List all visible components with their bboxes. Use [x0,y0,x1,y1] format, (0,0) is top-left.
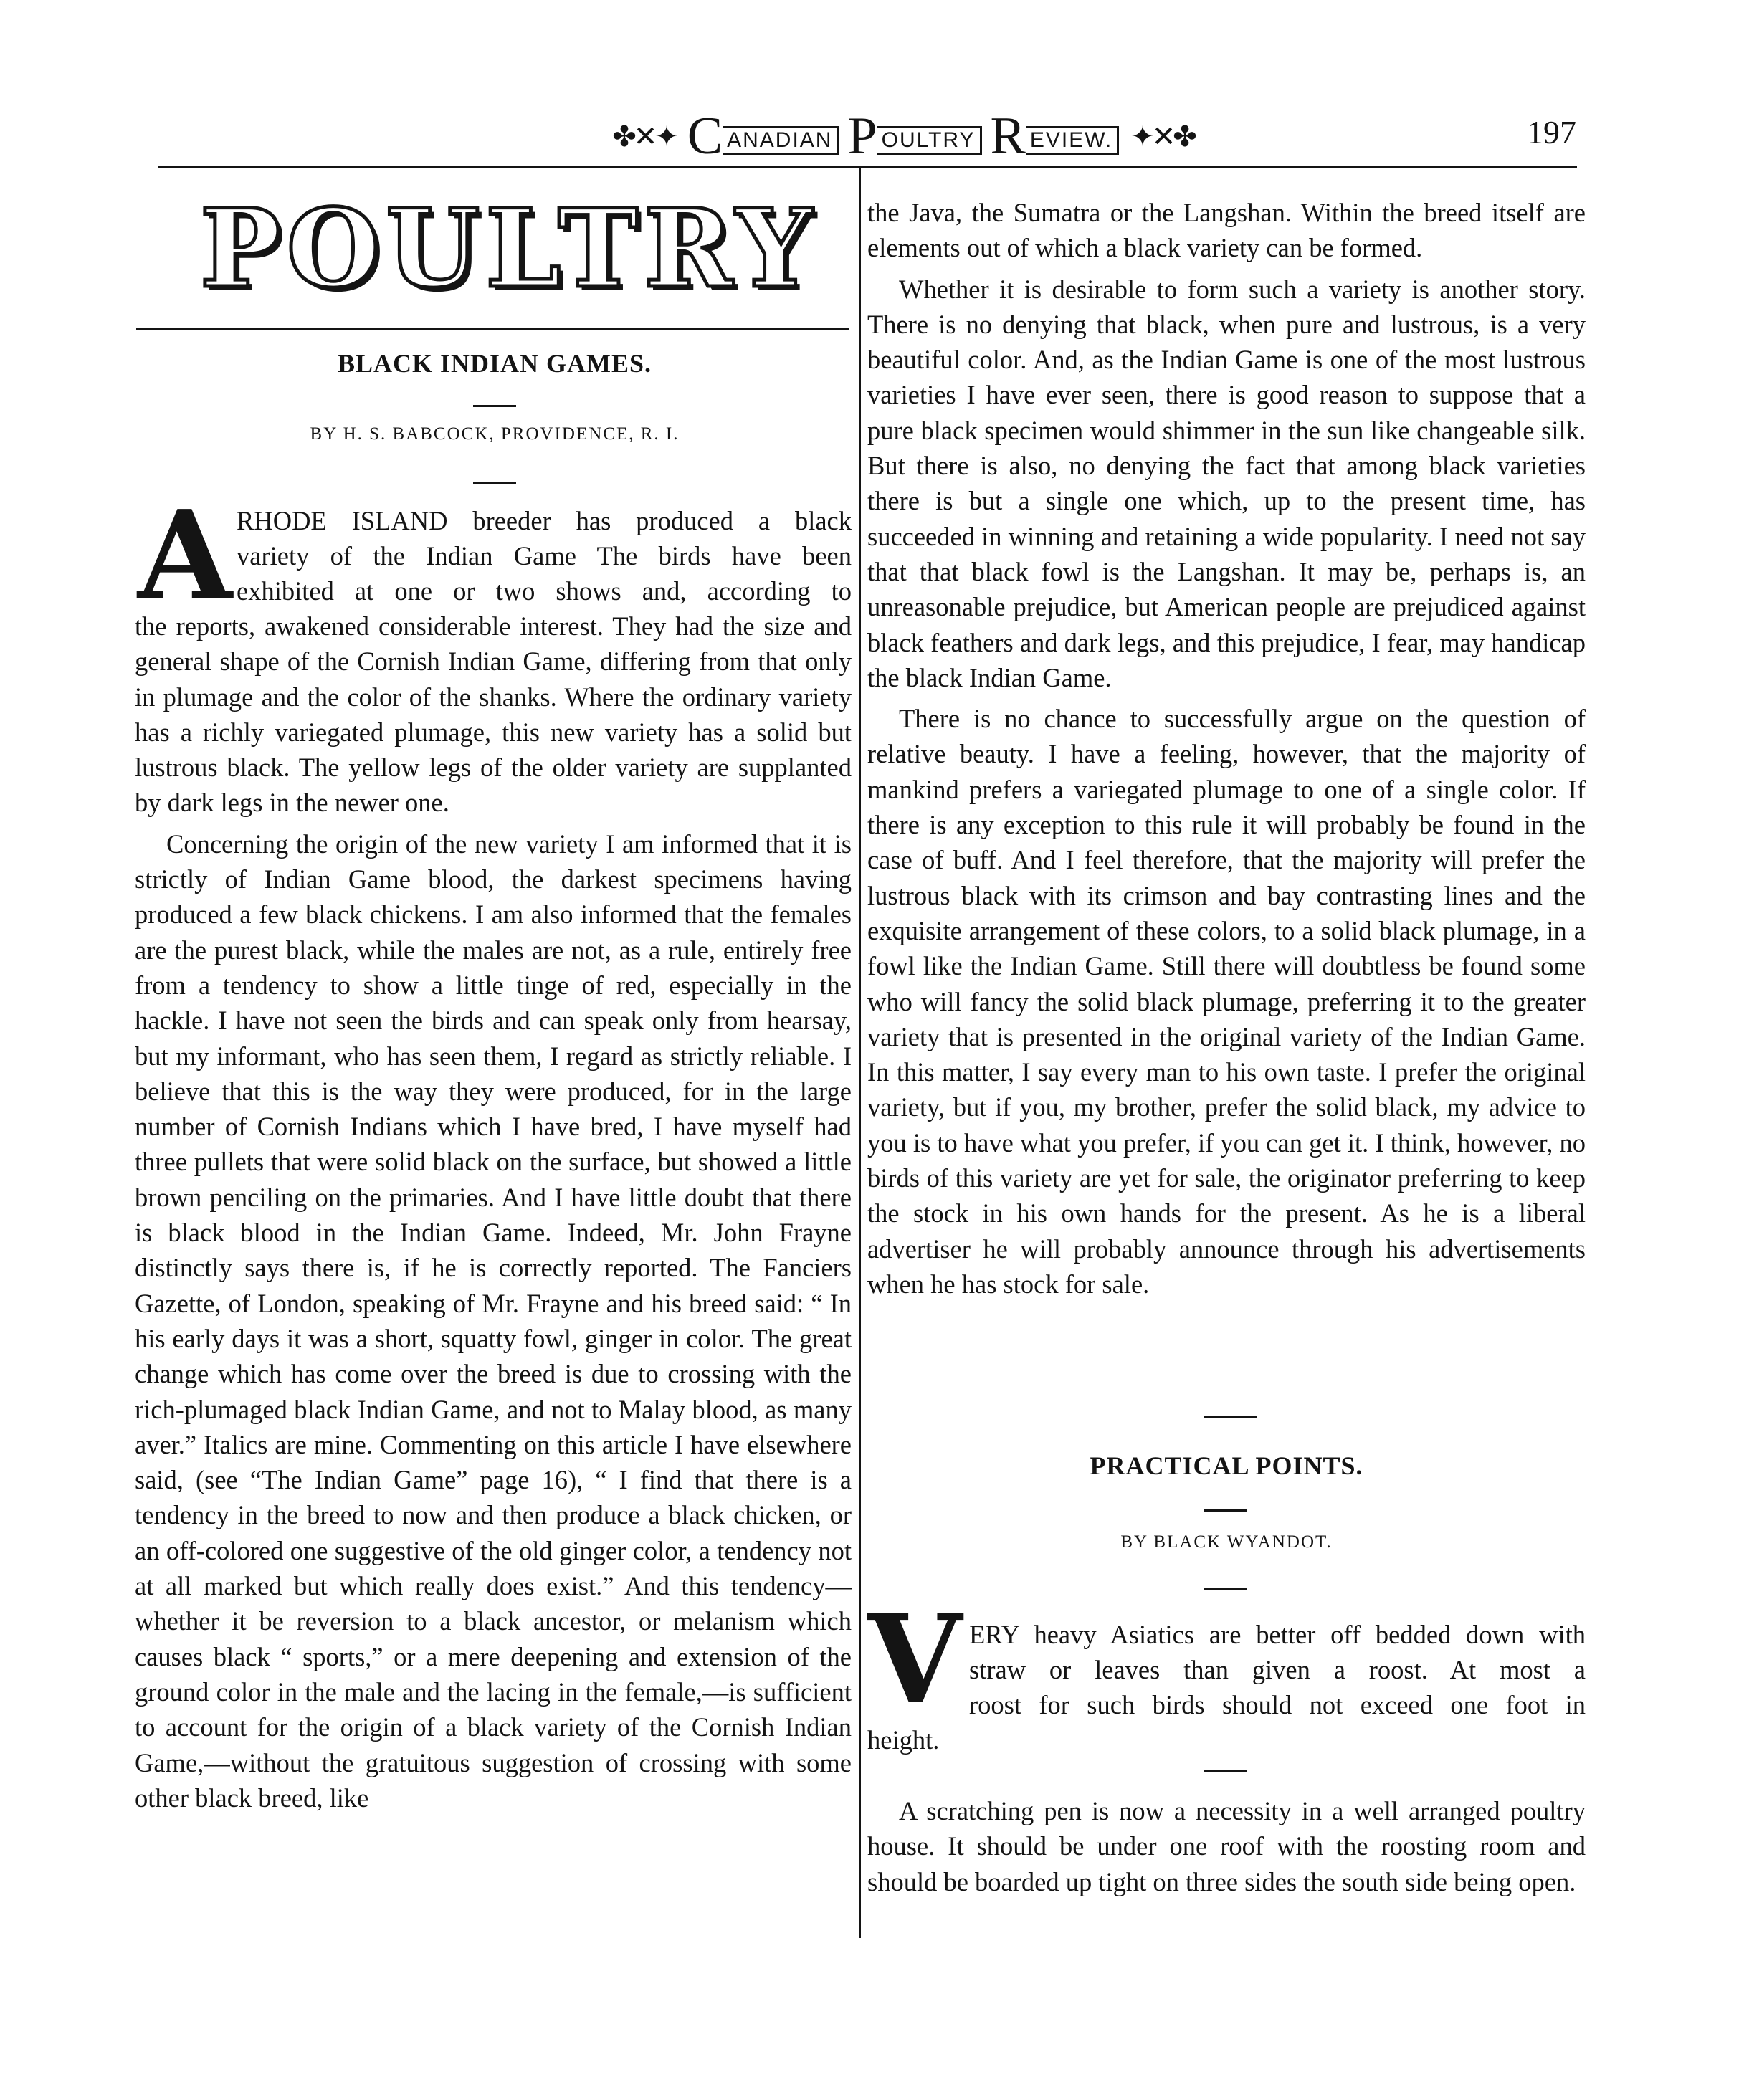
drop-line-3: roost for such birds should not exceed one foot in [969,1690,1586,1719]
ornament-left: ✤✕✦ [612,120,676,153]
ornament-right: ✦✕✤ [1130,120,1194,153]
drop-line-2: straw or leaves than given a roost. At most a [969,1655,1586,1684]
point-separator-rule [1204,1770,1247,1772]
drop-line-1: ERY heavy Asiatics are better off bedded down with [969,1620,1586,1649]
right-column [867,195,1586,1302]
article-separator-rule [1204,1416,1257,1418]
byline-rule [1204,1588,1247,1590]
masthead [612,107,1194,166]
masthead-rest: ANADIAN [723,126,839,155]
right-column-lower [867,1793,1586,1899]
drop-cap: A [138,484,232,627]
drop-line-1: RHODE ISLAND breeder has produced a black [237,506,852,535]
right-column-lower [867,1722,1586,1757]
article-title: BLACK INDIAN GAMES. [337,349,652,378]
title-rule [473,405,516,407]
drop-cap: V [867,1588,962,1731]
paragraph: the Java, the Sumatra or the Langshan. Within the breed itself are elements out of which a black variety can be formed. [867,198,1586,263]
page-number: 197 [1527,114,1576,151]
paragraph: height. [867,1725,940,1755]
drop-line-2: variety of the Indian Game The birds have been [237,541,852,571]
masthead-cap: P [847,107,877,166]
paragraph: Whether it is desirable to form such a variety is another story. There is no denying that black, when pure and lustrous, is a very beautiful color. And, as the Indian Game is one of the most lustrous varieties I have ever seen, there is good reason to suppose that a pure black specimen would shimmer in the sun like changeable silk. But there is also, no denying the fact that among black varieties there is but a single one which, up to the present time, has succeeded in winning and retaining a wide popularity. I need not say that that black fowl is the Langshan. It may be, perhaps is, an unreasonable prejudice, but American people are prejudiced against black feathers and dark legs, and this prejudice, I fear, may handicap the black Indian Game. [867,274,1586,692]
header-rule [158,166,1577,168]
masthead-cap: C [687,107,723,166]
article-byline: BY H. S. BABCOCK, PROVIDENCE, R. I. [310,424,680,444]
paragraph: There is no chance to successfully argue on the question of relative beauty. I have a feeling, however, that the majority of mankind prefers a variegated plumage to one of a single color. If there is any exception to this rule it will probably be found in the case of buff. And I feel therefore, that the majority will prefer the lustrous black with its crimson and bay contrasting lines and the exquisite arrangement of these colors, to a solid black plumage, in a fowl like the Indian Game. Still there will doubtless be found some who will fancy the solid black plumage, preferring it to the greater variety that is presented in the original variety of the Indian Game. In this matter, I say every man to his own taste. I prefer the original variety, but if you, my brother, prefer the solid black, my advice to you is to have what you prefer, if you can get it. I think, however, no birds of this variety are yet for sale, the originator preferring to keep the stock in his own hands for the present. As he is a liberal advertiser he will probably announce through his advertisements when he has stock for sale. [867,704,1586,1299]
byline-rule [473,482,516,484]
masthead-word-canadian [687,107,839,166]
paragraph: Concerning the origin of the new variety I am informed that it is strictly of Indian Game blood, the darkest specimens having produced a few black chickens. I am also informed that the females are the purest black, while the males are not, as a rule, entirely free from a tendency to show a little tinge of red, especially in the hackle. I have not seen the birds and can speak only from hearsay, but my informant, who has seen them, I regard as strictly reliable. I believe that this is the way they were produced, for in the large number of Cornish Indians which I have bred, I have myself had three pullets that were solid black on the surface, but showed a little brown penciling on the primaries. And I have little doubt that there is black blood in the Indian Game. Indeed, Mr. John Frayne distinctly says there is, if he is correctly reported. The Fanciers Gazette, of London, speaking of Mr. Frayne and his breed said: “ In his early days it was a short, squatty fowl, ginger in color. The great change which has come over the breed is due to crossing with the rich-plumaged black Indian Game, and not to Malay blood, as many aver.” Italics are mine. Commenting on this article I have elsewhere said, (see “The Indian Game” page 16), “ I find that there is a tendency in the breed to now and then produce a black chicken, or an off-colored one suggestive of the old ginger color, a tendency not at all marked but which really does exist.” And this tendency—whether it be reversion to a black ancestor, or melanism which causes black “ sports,” or a mere deepening and extension of the ground color in the male and the lacing in the female,—is sufficient to account for the origin of a black variety of the Cornish Indian Game,—without the gratuitous suggestion of crossing with some other black breed, like [135,829,852,1813]
drop-line-3: exhibited at one or two shows and, according to [237,576,852,606]
title-rule [1204,1509,1247,1512]
left-column [135,608,852,1815]
article-title: PRACTICAL POINTS. [1090,1451,1363,1480]
paragraph: the reports, awakened considerable interest. They had the size and general shape of the Cornish Indian Game, differing from that only in plumage and the color of the shanks. Where the ordinary variety has a richly variegated plumage, this new variety has a solid but lustrous black. The yellow legs of the older variety are supplanted by dark legs in the newer one. [135,611,852,818]
paragraph: A scratching pen is now a necessity in a well arranged poultry house. It should be under one roof with the roosting room and should be boarded up tight on three sides the south side being open. [867,1796,1586,1896]
masthead-word-poultry [847,107,981,166]
column-divider [859,168,861,1938]
banner-rule [136,328,849,330]
section-banner-text: POULTRY [199,186,819,312]
section-banner [199,186,819,312]
masthead-cap: R [990,107,1026,166]
masthead-word-review [990,107,1120,166]
masthead-rest: EVIEW. [1026,126,1119,155]
article-byline: BY BLACK WYANDOT. [1120,1532,1333,1552]
masthead-rest: OULTRY [877,126,982,155]
